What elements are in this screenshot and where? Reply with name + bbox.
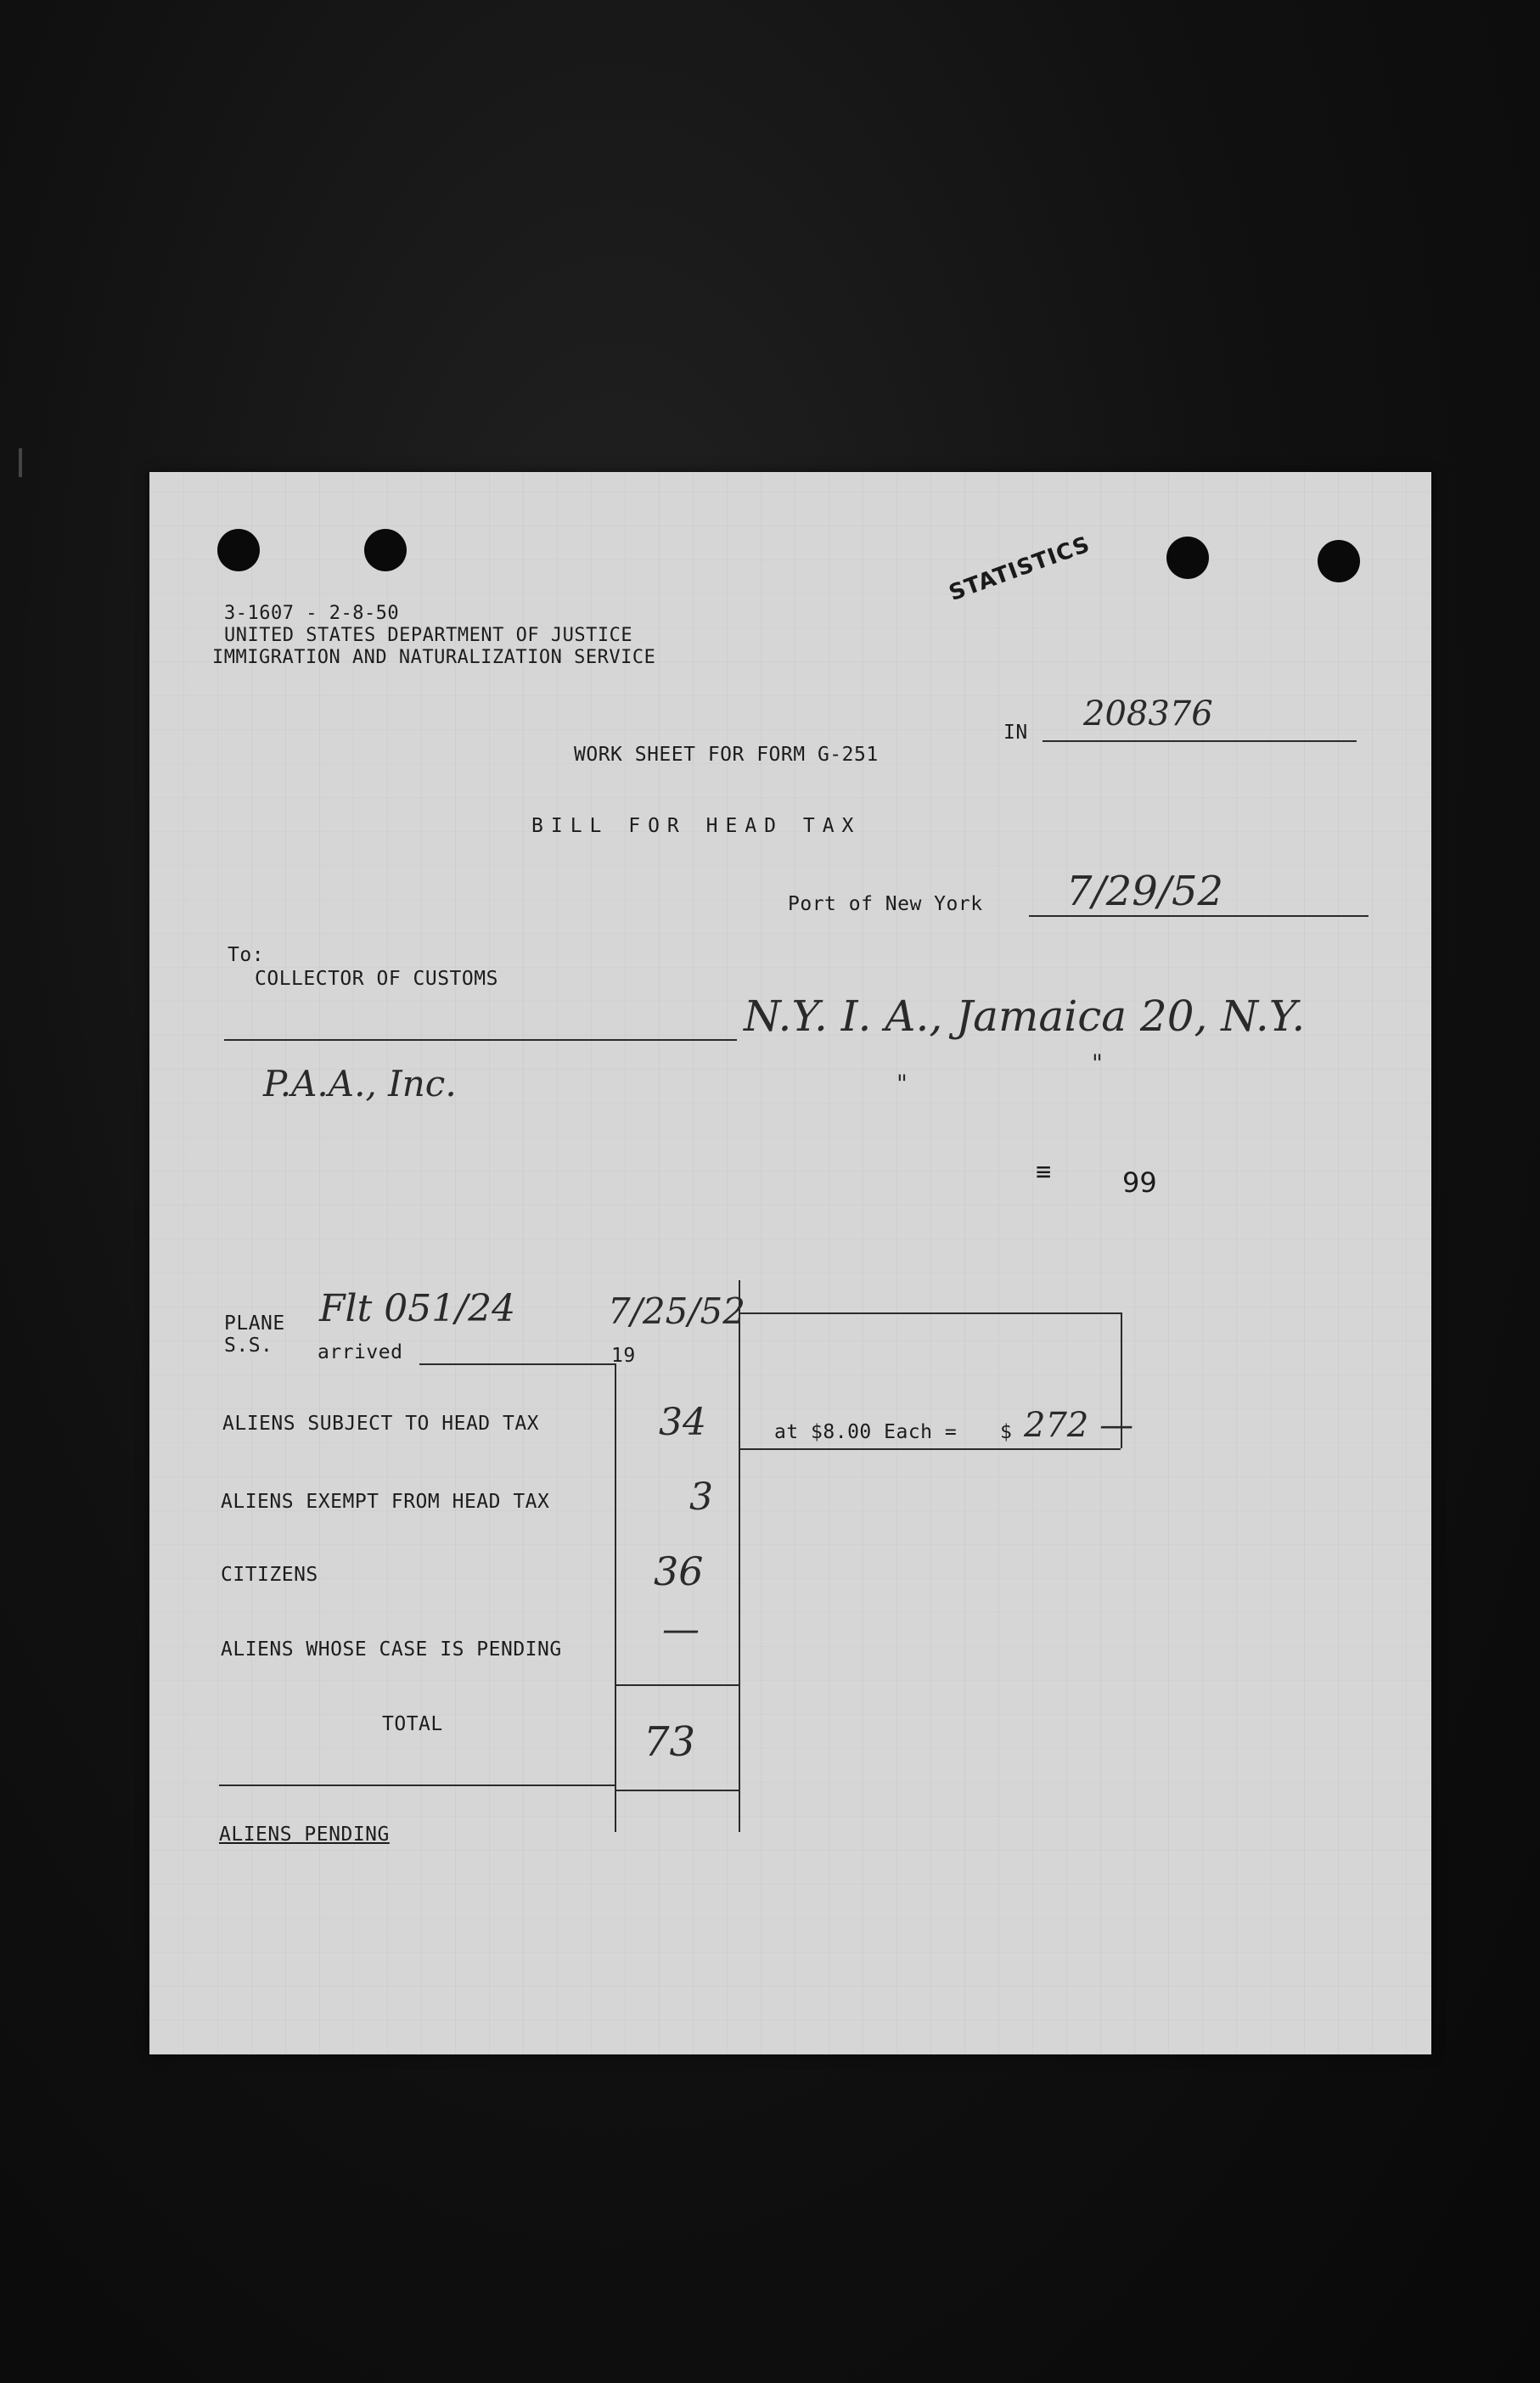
tax-box-top — [739, 1312, 1121, 1314]
aliens-pending-heading: ALIENS PENDING — [219, 1824, 390, 1846]
total-rule — [615, 1684, 739, 1686]
tax-box-bottom — [739, 1448, 1121, 1450]
tally-marks: ≡ — [1036, 1157, 1052, 1187]
exempt-label: ALIENS EXEMPT FROM HEAD TAX — [221, 1491, 550, 1513]
subject-to-tax-label: ALIENS SUBJECT TO HEAD TAX — [222, 1413, 540, 1435]
table-bottom-left — [219, 1784, 615, 1786]
dollar-sign: $ — [1000, 1421, 1013, 1443]
total-label: TOTAL — [382, 1713, 443, 1735]
port-date: 7/29/52 — [1066, 868, 1224, 915]
scan-edge-mark — [19, 448, 22, 477]
service-name: IMMIGRATION AND NATURALIZATION SERVICE — [212, 647, 656, 668]
citizens-label: CITIZENS — [221, 1564, 318, 1586]
form-code: 3-1607 - 2-8-50 — [224, 603, 400, 624]
table-divider — [615, 1363, 616, 1832]
punch-hole — [364, 529, 407, 571]
ditto-mark: " — [1092, 1049, 1103, 1077]
punch-hole — [1318, 540, 1360, 582]
in-number-line — [1043, 740, 1357, 742]
stamped-number: 99 — [1122, 1166, 1157, 1199]
arrived-label: arrived — [318, 1341, 403, 1363]
port-date-line — [1029, 915, 1369, 917]
table-divider — [739, 1280, 740, 1832]
citizens-count: 36 — [654, 1548, 704, 1594]
collector-of-customs: COLLECTOR OF CUSTOMS — [255, 968, 498, 990]
location-handwritten: N.Y. I. A., Jamaica 20, N.Y. — [744, 992, 1306, 1041]
year-prefix: 19 — [611, 1345, 636, 1367]
plane-label: PLANE — [224, 1312, 285, 1335]
arrived-line — [419, 1363, 615, 1365]
worksheet-title: WORK SHEET FOR FORM G-251 — [574, 744, 879, 766]
statistics-stamp: STATISTICS — [946, 531, 1094, 607]
to-label: To: — [228, 944, 265, 966]
pending-label: ALIENS WHOSE CASE IS PENDING — [221, 1638, 562, 1661]
in-label: IN — [1003, 722, 1028, 744]
port-label: Port of New York — [788, 893, 983, 915]
pending-count: — — [662, 1608, 700, 1651]
head-tax-worksheet — [149, 472, 1431, 2054]
address-line — [224, 1039, 737, 1041]
table-bottom-right — [615, 1790, 740, 1791]
ditto-mark: " — [896, 1070, 908, 1098]
carrier-handwritten: P.A.A., Inc. — [263, 1063, 457, 1104]
ss-label: S.S. — [224, 1335, 273, 1357]
total-count: 73 — [644, 1718, 696, 1766]
department-name: UNITED STATES DEPARTMENT OF JUSTICE — [224, 625, 633, 646]
in-number: 208376 — [1083, 694, 1213, 733]
tax-rate: at $8.00 Each = — [774, 1421, 958, 1443]
exempt-count: 3 — [689, 1475, 713, 1519]
tax-amount-handwritten: 272 — — [1024, 1406, 1134, 1445]
punch-hole — [217, 529, 260, 571]
arrival-date-handwritten: 7/25/52 — [608, 1290, 745, 1332]
flight-handwritten: Flt 051/24 — [319, 1287, 516, 1330]
bill-title: BILL FOR HEAD TAX — [531, 815, 862, 837]
punch-hole — [1166, 537, 1209, 579]
subject-to-tax-count: 34 — [659, 1401, 706, 1444]
